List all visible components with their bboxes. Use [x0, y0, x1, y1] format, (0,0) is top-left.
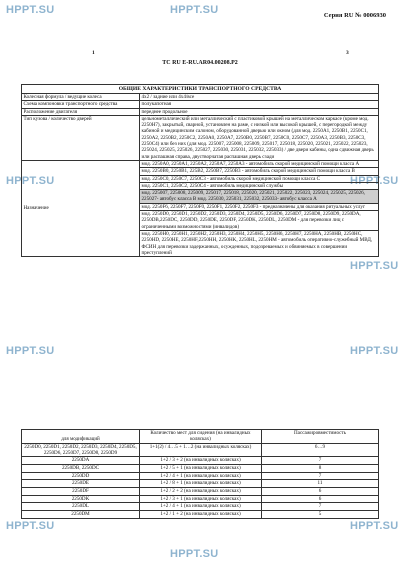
watermark: HPPT.SU: [6, 4, 55, 16]
seat-row-seats: 1+2 / 8 + 1 (на инвалидных колясках): [140, 480, 262, 488]
spec-label: Колесная формула / ведущие колеса: [22, 94, 140, 101]
purpose-item: мод. 2250F6, 2250F7, 2250F0, 2250F1, 2250F2, 2250F3 - предназначены для оказания ритуальных услуг: [140, 203, 379, 210]
characteristics-table: [21, 84, 379, 257]
purpose-label: Назначение: [22, 160, 140, 256]
watermark: HPPT.SU: [350, 345, 399, 357]
serial-number: Серия RU № 0006930: [323, 12, 386, 19]
seat-row-models: 2250DK: [22, 495, 140, 503]
purpose-item: мод. 2250H0, 2250H1, 2250H2, 2250H3, 2250H4, 2250H5, 2250H6, 2250H7, 2250HA, 2250HB, 2250HC, 2250HD, 2250HE, 2250HF,2250HH, 2250HK, 2250HL, 2250HM - автомобиль оперативно-служебный МВД, ФСИН для перевозки задержанных, осужденных, подозреваемых и обвиняемых в совершении преступлений: [140, 230, 379, 256]
watermark: HPPT.SU: [6, 345, 55, 357]
seat-row-models: 2250DL: [22, 503, 140, 511]
seat-row-seats: 1+2 / 5 + 1 (на инвалидных колясках): [140, 464, 262, 472]
watermark: HPPT.SU: [170, 548, 219, 560]
purpose-item: мод. 2250D0, 2250D1, 2250D2, 2250D3, 2250D4, 2250D5, 2250D6, 2250D7, 2250D8, 2250D9, 2250DA, 2250DB,2250DC, 2250DD, 2250DE, 2250DF, 2250DK, 2250DL, 2250DM - для перевозки лиц с ограниченными возможностями (инвалидов): [140, 211, 379, 231]
seating-table: [21, 429, 379, 519]
seat-row-seats: 1+2 / 4 + 1 (на инвалидных колясках): [140, 472, 262, 480]
seat-row-models: 2250DD: [22, 472, 140, 480]
seat-row-models: 2250DE: [22, 480, 140, 488]
seat-row-capacity: 7: [262, 457, 379, 465]
seat-row-capacity: 5: [262, 511, 379, 519]
spec-value: полукапотная: [140, 101, 379, 108]
purpose-item: мод. 2250А0, 2250А1, 2250А2, 2250А7, 2250А3 - автомобиль скорой медицинской помощи класса А: [140, 160, 379, 167]
page-number-right: 3: [346, 50, 349, 56]
seat-row-capacity: 7: [262, 503, 379, 511]
seat-row-seats: 1+2 / 3 + 1 (на инвалидных колясках): [140, 495, 262, 503]
spec-value: цельнометаллический или металлический с пластиковой крышей на металлическом каркасе (кроме мод. 2250Н7), закрытый, сварной, установлен на раме, с низкой или высокой крышей, с перегородкой между кабиной и медицинским салоном, оборудованной дверью или окном (для мод. 2250А1, 2250В1, 2250С1, 2250А2, 2250В2, 2250С2, 2250А0, 2250А7, 2250В0, 2250В7, 2250С0, 2250С7, 2250А3, 2250В3, 2250С3, 2250С4) или без них (для мод. 225007, 225008, 225009, 225017, 225018, 225020, 225021, 225022, 225023, 225024, 225025, 225026, 225027, 225030, 225031, 225032, 225033) / две двери кабины, одна сдвижная дверь или распашная справа, двустворчатая распашная дверь сзади: [140, 115, 379, 160]
watermark: HPPT.SU: [350, 520, 399, 532]
seat-row-models: 2250DA: [22, 457, 140, 465]
purpose-item: мод. 225007, 225008, 225009, 225017, 225018, 225020, 225021, 225022, 225023, 225024, 225025, 225026, 225027- автобус класса В мод. 225030, 225031, 225032, 225033- автобус класса А: [140, 190, 379, 204]
section-title: ОБЩИЕ ХАРАКТЕРИСТИКИ ТРАНСПОРТНОГО СРЕДСТВА: [22, 85, 379, 94]
watermark: HPPT.SU: [170, 4, 219, 16]
seat-row-capacity: 6: [262, 495, 379, 503]
seat-row-seats: 1+1(2) / 4…5 + 1…2 (на инвалидных колясках): [140, 443, 262, 457]
spec-label: Схема компоновки транспортного средства: [22, 101, 140, 108]
watermark: HPPT.SU: [6, 520, 55, 532]
seat-row-capacity: 11: [262, 480, 379, 488]
spec-label: Тип кузова / количество дверей: [22, 115, 140, 160]
seat-row-capacity: 7: [262, 472, 379, 480]
seat-row-models: 2250D0, 2250D1, 2250D2, 2250D3, 2250D4, 2250D5, 2250D6, 2250D7, 2250D8, 2250D9: [22, 443, 140, 457]
watermark: HPPT.SU: [350, 260, 399, 272]
seat-row-capacity: 6…9: [262, 443, 379, 457]
seat-table-header: для модификаций: [22, 430, 140, 444]
seat-row-seats: 1+2 / 2 + 2 (на инвалидных колясках): [140, 487, 262, 495]
certificate-number: ТС RU E-RU.AR04.00208.P2: [162, 60, 238, 66]
watermark: HPPT.SU: [6, 175, 55, 187]
seat-table-header: Пассажировместимость: [262, 430, 379, 444]
spec-value: переднее продольное: [140, 108, 379, 115]
seat-table-header: Количество мест для сидения (на инвалидных колясках): [140, 430, 262, 444]
watermark: HPPT.SU: [350, 175, 399, 187]
page-number-left: 1: [92, 50, 95, 56]
seat-row-seats: 1+2 / 1 + 2 (на инвалидных колясках): [140, 511, 262, 519]
spec-value: 4х2 / задние или 4х4/все: [140, 94, 379, 101]
purpose-item: мод. 2250С0, 2250С7, 2250С3 - автомобиль скорой медицинской помощи класса С: [140, 175, 379, 182]
seat-row-models: 2250DF: [22, 487, 140, 495]
seat-row-capacity: 8: [262, 464, 379, 472]
seat-row-models: 2250DM: [22, 511, 140, 519]
spec-label: Расположение двигателя: [22, 108, 140, 115]
seat-row-seats: 1+2 / 4 + 1 (на инвалидных колясках): [140, 503, 262, 511]
seat-row-capacity: 6: [262, 487, 379, 495]
purpose-item: мод. 2250С1, 2250С2, 2250С4 - автомобиль медицинской службы: [140, 182, 379, 189]
seat-row-seats: 1+2 / 3 + 2 (на инвалидных колясках): [140, 457, 262, 465]
seat-row-models: 2250DB, 2250DC: [22, 464, 140, 472]
purpose-item: мод. 2250В0, 2250В1, 225В2, 2250В7, 2250В3 - автомобиль скорой медицинской помощи класса В: [140, 168, 379, 175]
